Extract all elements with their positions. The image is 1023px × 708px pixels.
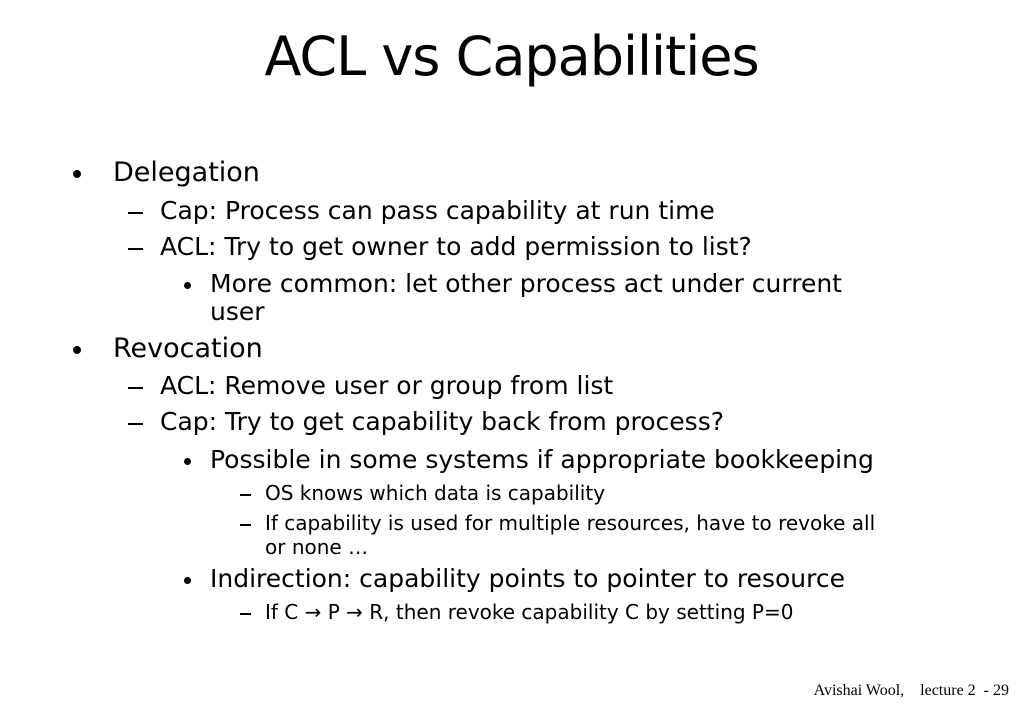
bullet-marker [184, 458, 191, 465]
sub-item-acl-remove: ACL: Remove user or group from list [160, 371, 614, 400]
footer-author: Avishai Wool, [813, 682, 905, 699]
bullet-revocation: Revocation [113, 333, 263, 364]
level4-item-multiple-resources: If capability is used for multiple resources, have to revoke all [265, 511, 876, 535]
bullet-marker [73, 170, 81, 178]
dash-marker [128, 248, 143, 250]
slide-title: ACL vs Capabilities [264, 25, 759, 88]
sub-sub-item-more-common: More common: let other process act under current [210, 269, 842, 298]
sub-sub-item-more-common-cont: user [210, 297, 265, 326]
level4-item-multiple-resources-cont: or none … [265, 535, 369, 559]
sub-sub-item-possible: Possible in some systems if appropriate bookkeeping [210, 445, 874, 474]
dash-marker [240, 613, 251, 615]
bullet-marker [184, 577, 191, 584]
sub-sub-item-indirection: Indirection: capability points to pointer to resource [210, 564, 845, 593]
slide-footer [814, 682, 1009, 700]
dash-marker [240, 494, 251, 496]
dash-marker [128, 423, 143, 425]
bullet-marker [73, 346, 81, 354]
footer-lecture: lecture 2 [920, 682, 976, 699]
level4-item-revoke-c: If C → P → R, then revoke capability C by setting P=0 [265, 600, 794, 624]
level4-item-os-knows: OS knows which data is capability [265, 481, 606, 505]
sub-item-acl-owner: ACL: Try to get owner to add permission to list? [160, 232, 752, 261]
bullet-delegation: Delegation [113, 157, 260, 188]
dash-marker [240, 524, 251, 526]
sub-item-cap-back: Cap: Try to get capability back from process? [160, 407, 725, 436]
bullet-marker [184, 282, 191, 289]
sub-item-cap-pass: Cap: Process can pass capability at run time [160, 196, 715, 225]
footer-page: - 29 [983, 682, 1009, 699]
dash-marker [128, 387, 143, 389]
dash-marker [128, 212, 143, 214]
